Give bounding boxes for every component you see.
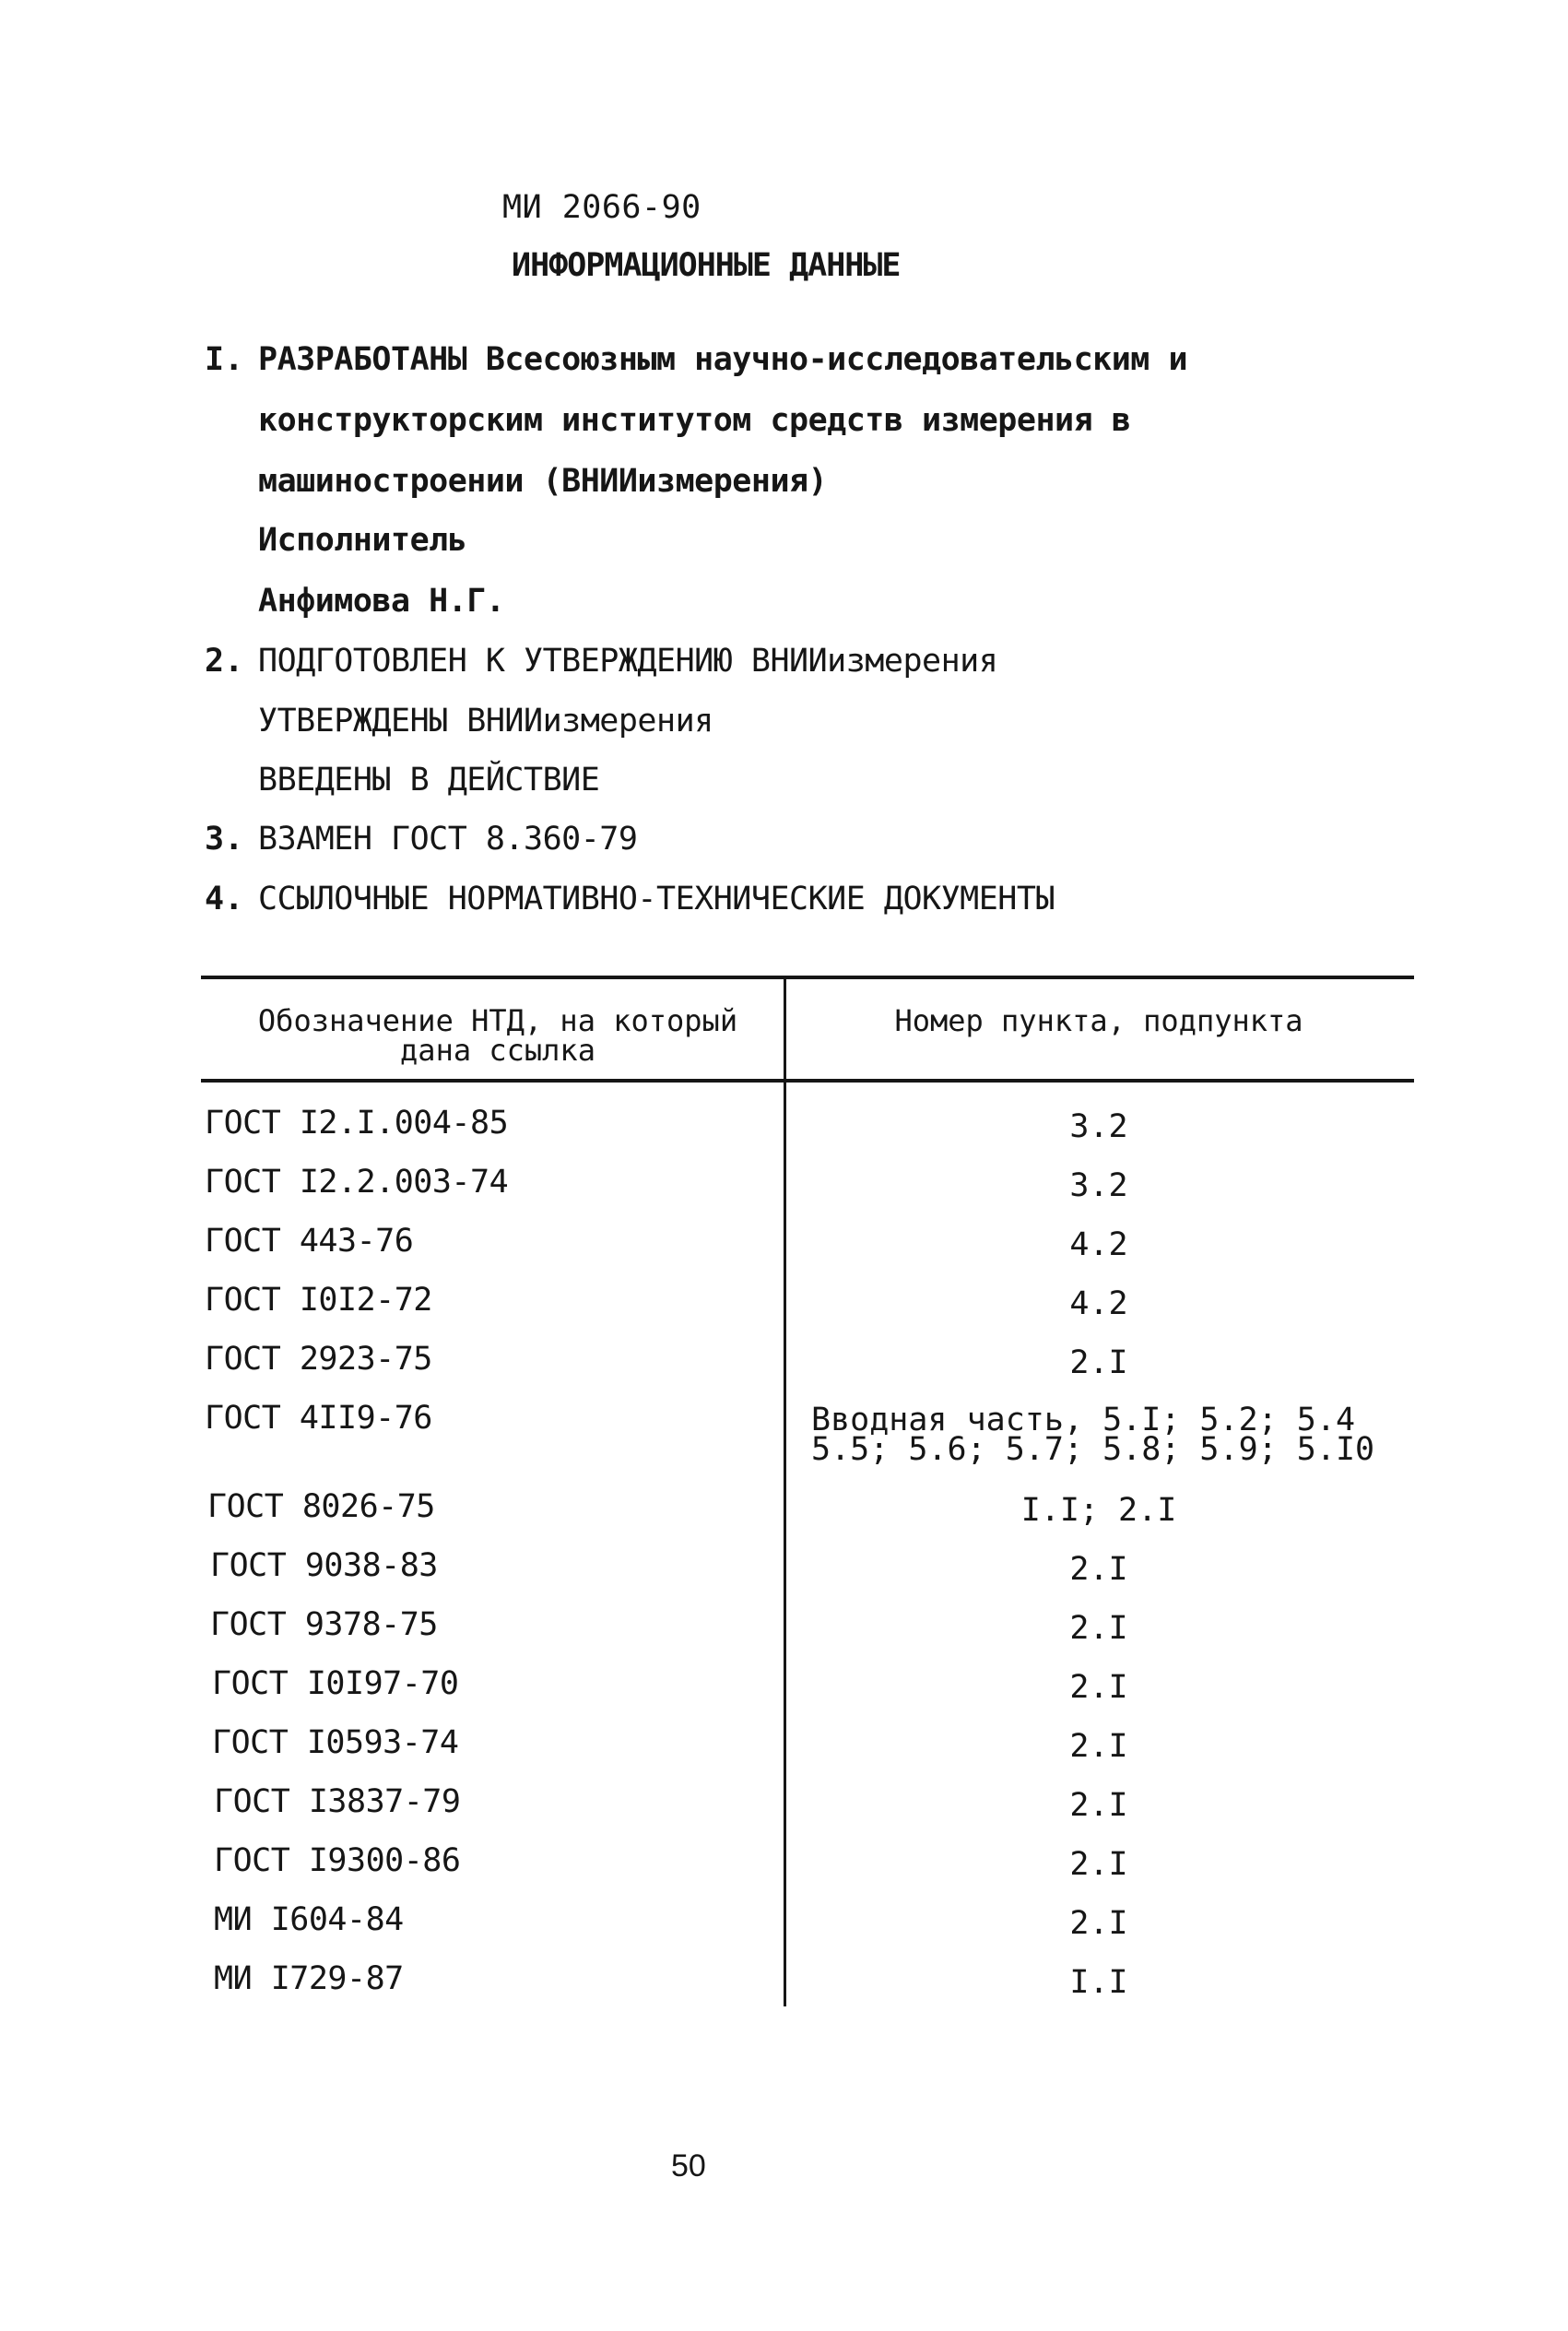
table-row-doc: ГОСТ I2.I.004-85 [205, 1105, 509, 1142]
item-4-line-1: ССЫЛОЧНЫЕ НОРМАТИВНО-ТЕХНИЧЕСКИЕ ДОКУМЕНТЫ [258, 881, 1055, 917]
item-1-line-3: машиностроении (ВНИИизмерения) [258, 463, 828, 500]
table-row-ref: Вводная часть, 5.I; 5.2; 5.4 [811, 1402, 1356, 1438]
item-1-line-2: конструкторским институтом средств измерения в [258, 402, 1131, 439]
table-row-doc: ГОСТ I3837-79 [214, 1783, 461, 1820]
table-row-ref: 4.2 [1069, 1226, 1128, 1263]
table-row-ref: 2.I [1069, 1905, 1128, 1942]
table-header-left-line-2: дана ссылка [400, 1033, 595, 1068]
table-row-doc: ГОСТ 443-76 [205, 1223, 414, 1260]
item-number-3: 3. [205, 821, 244, 858]
table-row-doc: ГОСТ I2.2.003-74 [205, 1164, 509, 1201]
table-row-doc: ГОСТ 9378-75 [210, 1606, 438, 1643]
table-row-ref: 2.I [1069, 1846, 1128, 1883]
table-row-doc: ГОСТ 4II9-76 [205, 1400, 432, 1437]
table-row-doc: ГОСТ I9300-86 [214, 1842, 461, 1879]
table-row-doc: ГОСТ I0I97-70 [212, 1665, 459, 1702]
table-row-doc: ГОСТ 9038-83 [210, 1547, 438, 1584]
table-row-ref-continued: 5.5; 5.6; 5.7; 5.8; 5.9; 5.I0 [811, 1431, 1375, 1468]
table-header-right: Номер пункта, подпункта [894, 1003, 1303, 1038]
table-header-left-line-1: Обозначение НТД, на который [257, 1003, 738, 1038]
item-number-1: I. [205, 341, 244, 378]
item-number-2: 2. [205, 643, 244, 680]
item-1-line-4: Исполнитель [258, 522, 467, 559]
table-row-doc: ГОСТ I0593-74 [212, 1724, 459, 1761]
item-2-line-3: ВВЕДЕНЫ В ДЕЙСТВИЕ [258, 762, 600, 799]
table-row-ref: I.I [1069, 1964, 1128, 2001]
table-row-doc: МИ I604-84 [214, 1901, 404, 1938]
item-3-line-1: ВЗАМЕН ГОСТ 8.360-79 [258, 821, 638, 858]
table-row-ref: 2.I [1069, 1669, 1128, 1706]
table-row-ref: 2.I [1069, 1610, 1128, 1647]
table-row-ref: 2.I [1069, 1728, 1128, 1765]
document-code: МИ 2066-90 [502, 189, 701, 226]
page-number: 50 [671, 2148, 706, 2183]
table-row-doc: ГОСТ I0I2-72 [205, 1282, 432, 1319]
item-1-line-5: Анфимова Н.Г. [258, 583, 505, 620]
table-top-rule [201, 976, 1414, 979]
table-row-ref: 4.2 [1069, 1285, 1128, 1322]
item-2-line-2: УТВЕРЖДЕНЫ ВНИИизмерения [258, 703, 713, 740]
table-row-doc: ГОСТ 8026-75 [207, 1488, 435, 1525]
item-2-line-1: ПОДГОТОВЛЕН К УТВЕРЖДЕНИЮ ВНИИизмерения [258, 643, 998, 680]
item-number-4: 4. [205, 881, 244, 917]
table-row-ref: I.I; 2.I [1020, 1492, 1177, 1529]
table-row-ref: 3.2 [1069, 1108, 1128, 1145]
table-row-ref: 2.I [1069, 1344, 1128, 1381]
document-heading: ИНФОРМАЦИОННЫЕ ДАННЫЕ [512, 247, 901, 284]
item-1-line-1: РАЗРАБОТАНЫ Всесоюзным научно-исследовательским и [258, 341, 1188, 378]
table-header-rule [201, 1079, 1414, 1083]
table-row-ref: 2.I [1069, 1787, 1128, 1824]
table-row-ref: 2.I [1069, 1551, 1128, 1588]
table-row-doc: ГОСТ 2923-75 [205, 1341, 432, 1378]
table-row-doc: МИ I729-87 [214, 1960, 404, 1997]
table-row-ref: 3.2 [1069, 1167, 1128, 1204]
